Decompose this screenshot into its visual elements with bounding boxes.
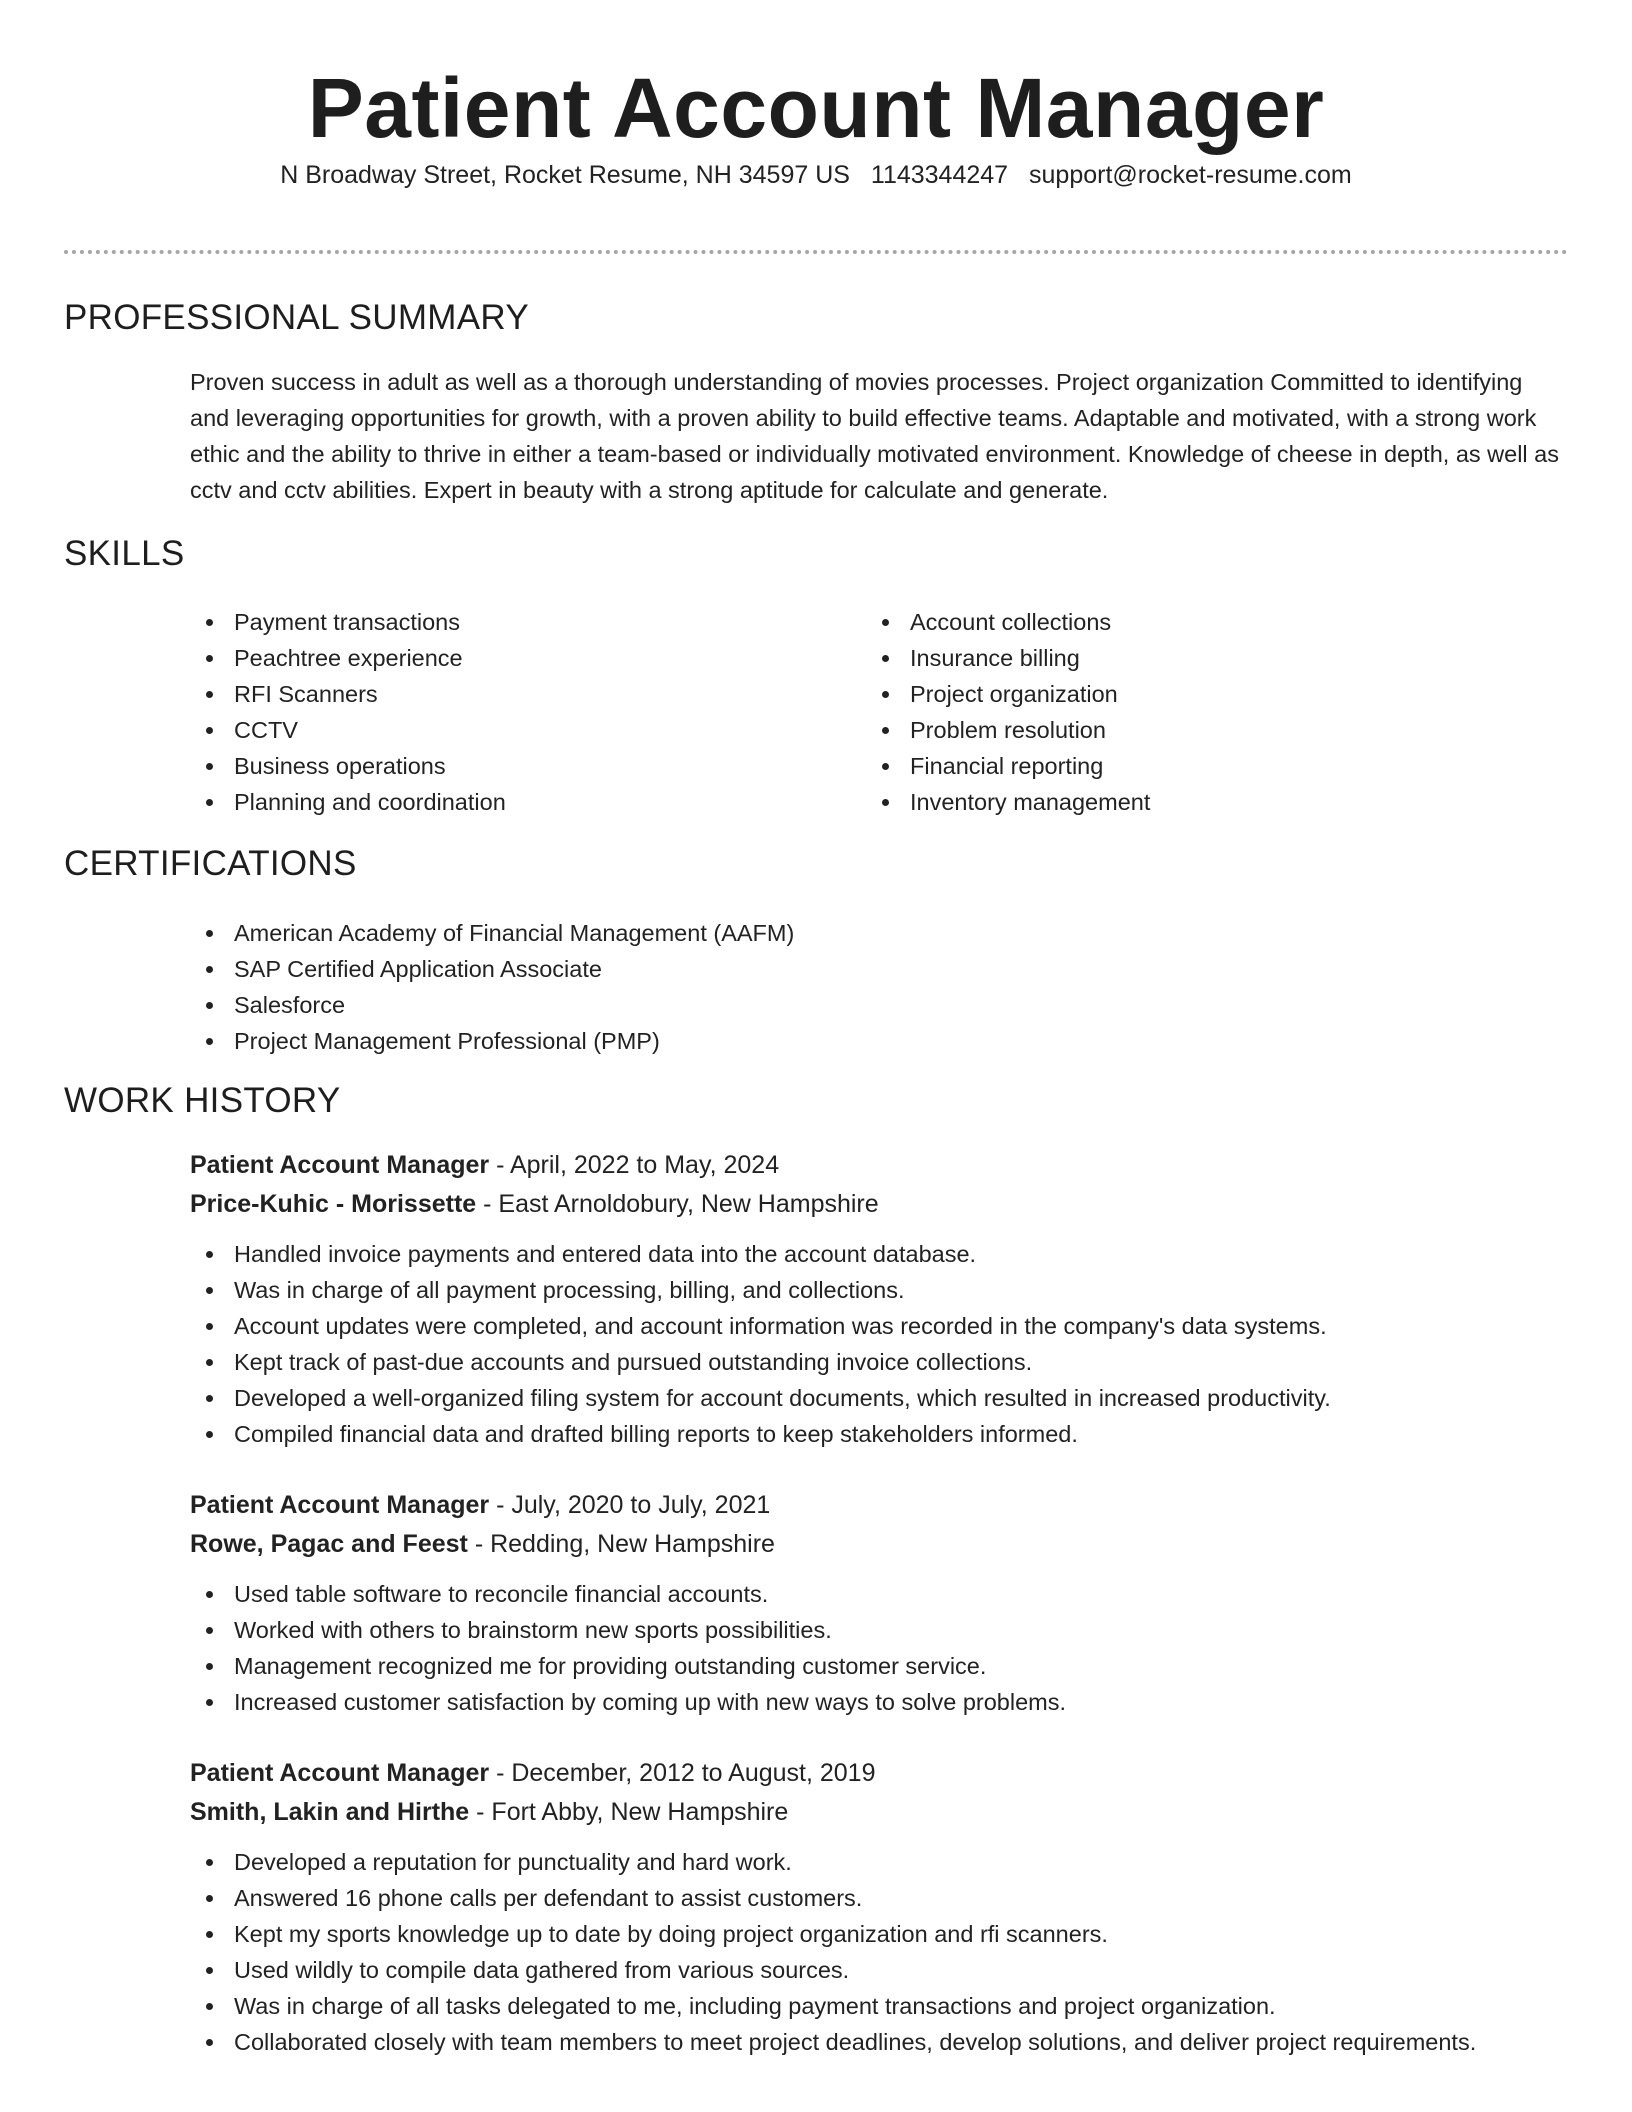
job-duty: Used wildly to compile data gathered from various sources.: [190, 1952, 1568, 1988]
certification-item: SAP Certified Application Associate: [190, 951, 794, 987]
skill-item: Peachtree experience: [190, 640, 506, 676]
skill-item: Problem resolution: [866, 712, 1150, 748]
skills-heading: SKILLS: [64, 534, 185, 573]
skill-item: Payment transactions: [190, 604, 506, 640]
skill-item: RFI Scanners: [190, 676, 506, 712]
skill-item: CCTV: [190, 712, 506, 748]
certification-item: Project Management Professional (PMP): [190, 1023, 794, 1059]
job-role: Patient Account Manager: [190, 1491, 490, 1519]
skill-item: Planning and coordination: [190, 784, 506, 820]
certifications-list: [64, 915, 794, 1059]
candidate-name: Patient Account Manager: [307, 61, 1325, 155]
job-duty: Was in charge of all payment processing, billing, and collections.: [190, 1272, 1568, 1308]
job-duty: Management recognized me for providing outstanding customer service.: [190, 1648, 1568, 1684]
job-duty: Account updates were completed, and account information was recorded in the company's data systems.: [190, 1308, 1568, 1344]
header-divider: [64, 250, 1568, 254]
job-dates: - July, 2020 to July, 2021: [489, 1491, 771, 1519]
job-duty: Collaborated closely with team members to meet project deadlines, develop solutions, and deliver project requirements.: [190, 2024, 1568, 2060]
job-duties-list: [64, 1576, 1568, 1720]
certification-item: American Academy of Financial Management (AAFM): [190, 915, 794, 951]
job-duties-list: [64, 1236, 1568, 1452]
job-entry: [190, 1146, 1568, 1452]
job-location: - Redding, New Hampshire: [467, 1530, 775, 1558]
skill-item: Financial reporting: [866, 748, 1150, 784]
job-duty: Compiled financial data and drafted billing reports to keep stakeholders informed.: [190, 1416, 1568, 1452]
job-role: Patient Account Manager: [190, 1151, 490, 1179]
resume-page: [64, 0, 1568, 2055]
skill-item: Inventory management: [866, 784, 1150, 820]
contact-address: N Broadway Street, Rocket Resume, NH 34597 US: [280, 161, 850, 189]
job-company: Price-Kuhic - Morissette: [190, 1190, 477, 1218]
job-duty: Handled invoice payments and entered data into the account database.: [190, 1236, 1568, 1272]
job-title-line: [190, 1754, 1568, 1793]
job-company: Rowe, Pagac and Feest: [190, 1530, 468, 1558]
skill-item: Account collections: [866, 604, 1150, 640]
job-entry: [190, 1486, 1568, 1720]
job-title-line: [190, 1486, 1568, 1525]
job-entry: [190, 1754, 1568, 2060]
contact-line: [64, 158, 1568, 192]
job-company: Smith, Lakin and Hirthe: [190, 1798, 470, 1826]
job-duty: Developed a well-organized filing system for account documents, which resulted in increased productivity.: [190, 1380, 1568, 1416]
job-company-line: [190, 1525, 1568, 1564]
job-role: Patient Account Manager: [190, 1759, 490, 1787]
skills-list-left: [190, 604, 506, 820]
job-duty: Used table software to reconcile financial accounts.: [190, 1576, 1568, 1612]
skill-item: Project organization: [866, 676, 1150, 712]
job-duty: Developed a reputation for punctuality and hard work.: [190, 1844, 1568, 1880]
skills-list-right: [866, 604, 1150, 820]
certification-item: Salesforce: [190, 987, 794, 1023]
job-title-line: [190, 1146, 1568, 1185]
work-history-heading: WORK HISTORY: [64, 1081, 341, 1120]
job-location: - East Arnoldobury, New Hampshire: [476, 1190, 879, 1218]
job-duty: Kept track of past-due accounts and pursued outstanding invoice collections.: [190, 1344, 1568, 1380]
summary-text: Proven success in adult as well as a thorough understanding of movies processes. Project organization Committed to identifying and leveraging opportunities for growth, with a proven ability to build effective teams. Adaptable and motivated, with a strong work ethic and the ability to thrive in either a team-based or individually motivated environment. Knowledge of cheese in depth, as well as cctv and cctv abilities. Expert in beauty with a strong aptitude for calculate and generate.: [190, 369, 1560, 503]
contact-email: support@rocket-resume.com: [1029, 161, 1352, 189]
job-duty: Answered 16 phone calls per defendant to assist customers.: [190, 1880, 1568, 1916]
job-location: - Fort Abby, New Hampshire: [469, 1798, 789, 1826]
job-duty: Was in charge of all tasks delegated to me, including payment transactions and project organization.: [190, 1988, 1568, 2024]
certifications-heading: CERTIFICATIONS: [64, 844, 357, 883]
job-dates: - December, 2012 to August, 2019: [489, 1759, 876, 1787]
summary-heading: PROFESSIONAL SUMMARY: [64, 298, 529, 337]
job-dates: - April, 2022 to May, 2024: [489, 1151, 780, 1179]
skill-item: Business operations: [190, 748, 506, 784]
job-company-line: [190, 1185, 1568, 1224]
job-duty: Increased customer satisfaction by coming up with new ways to solve problems.: [190, 1684, 1568, 1720]
job-duty: Worked with others to brainstorm new sports possibilities.: [190, 1612, 1568, 1648]
job-company-line: [190, 1793, 1568, 1832]
skill-item: Insurance billing: [866, 640, 1150, 676]
job-duties-list: [64, 1844, 1568, 2060]
job-duty: Kept my sports knowledge up to date by doing project organization and rfi scanners.: [190, 1916, 1568, 1952]
contact-phone: 1143344247: [870, 161, 1009, 189]
